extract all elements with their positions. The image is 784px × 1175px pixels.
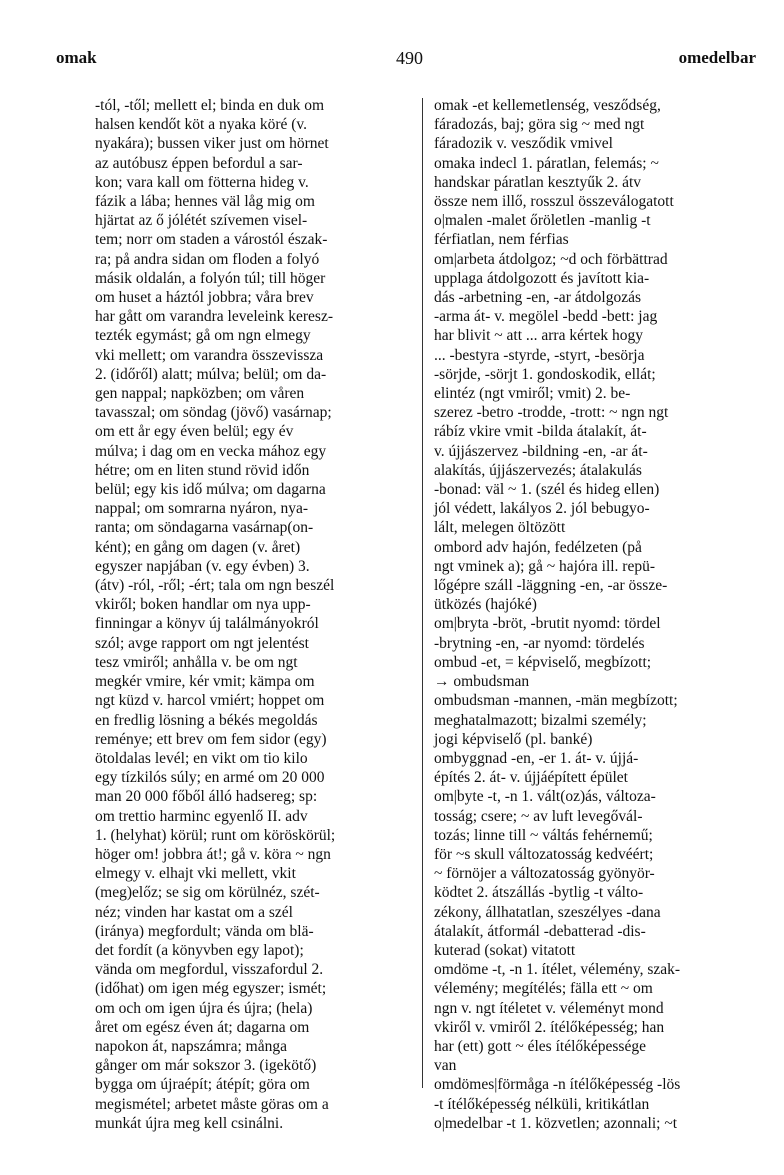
dictionary-line: nappal; om somrarna nyáron, nya- — [95, 500, 309, 518]
dictionary-line: megismétel; arbetet måste göras om a — [95, 1095, 329, 1113]
dictionary-line: (időhat) om igen még egyszer; ismét; — [95, 980, 327, 998]
dictionary-line: gånger om már sokszor 3. (igekötő) — [95, 1057, 317, 1075]
dictionary-line: -brytning -en, -ar nyomd: tördelés — [434, 634, 645, 652]
dictionary-line: kuterad (sokat) vitatott — [434, 941, 576, 959]
dictionary-line: om och om igen újra és újra; (hela) — [95, 999, 313, 1017]
dictionary-line: elintéz (ngt vmiről; vmit) 2. be- — [434, 385, 631, 403]
dictionary-line: man 20 000 főből álló hadsereg; sp: — [95, 788, 318, 806]
dictionary-line: höger om! jobbra át!; gå v. köra ~ ngn — [95, 845, 331, 863]
dictionary-line: fázik a lába; hennes väl låg mig om — [95, 193, 315, 211]
dictionary-line: egyszer napjában (v. egy évben) 3. — [95, 557, 310, 575]
dictionary-line: napokon át, napszámra; många — [95, 1037, 287, 1055]
dictionary-line: -t ítélőképesség nélküli, kritikátlan — [434, 1095, 650, 1113]
dictionary-line: néz; vinden har kastat om a szél — [95, 903, 293, 921]
dictionary-line: upplaga átdolgozott és javított kia- — [434, 269, 650, 287]
dictionary-line: az autóbusz éppen befordul a sar- — [95, 154, 303, 172]
right-column — [434, 96, 764, 1133]
dictionary-line: ütközés (hajóké) — [434, 596, 537, 614]
dictionary-line: halsen kendőt köt a nyaka köré (v. — [95, 116, 308, 134]
dictionary-line: megkér vmire, kér vmit; kämpa om — [95, 673, 315, 691]
page-header — [56, 48, 756, 80]
dictionary-line: o|medelbar -t 1. közvetlen; azonnali; ~t — [434, 1114, 678, 1132]
dictionary-line: vélemény; megítélés; fälla ett ~ om — [434, 980, 653, 998]
dictionary-line: handskar páratlan kesztyűk 2. átv — [434, 173, 642, 191]
dictionary-line: ranta; om söndagarna vasárnap(on- — [95, 519, 314, 537]
dictionary-line: ombord adv hajón, fedélzeten (på — [434, 538, 642, 556]
dictionary-line: 2. (időről) alatt; múlva; belül; om da- — [95, 365, 327, 383]
dictionary-line: (meg)előz; se sig om körülnéz, szét- — [95, 884, 320, 902]
dictionary-line: ötoldalas levél; en vikt om tio kilo — [95, 749, 308, 767]
dictionary-line: v. újjászervez -bildning -en, -ar át- — [434, 442, 648, 460]
dictionary-line: för ~s skull változatosság kedvéért; — [434, 845, 654, 863]
dictionary-line: tosság; csere; ~ av luft levegővál- — [434, 807, 643, 825]
dictionary-line: fáradozás, baj; göra sig ~ med ngt — [434, 116, 645, 134]
dictionary-line: vända om megfordul, visszafordul 2. — [95, 961, 324, 979]
dictionary-line: vkiről; boken handlar om nya upp- — [95, 596, 311, 614]
dictionary-line: ködtet 2. átszállás -bytlig -t válto- — [434, 884, 644, 902]
dictionary-line: omak -et kellemetlenség, vesződség, — [434, 97, 661, 114]
dictionary-line: jogi képviselő (pl. banké) — [434, 730, 593, 748]
dictionary-line: alakítás, újjászervezés; átalakulás — [434, 461, 642, 479]
dictionary-line: ombud -et, = képviselő, megbízott; — [434, 653, 652, 671]
dictionary-line: szól; avge rapport om ngt jelentést — [95, 634, 309, 652]
dictionary-line: össze nem illő, rosszul összeválogatott — [434, 193, 674, 211]
dictionary-line: → ombudsman — [434, 673, 530, 691]
dictionary-line: hétre; om en liten stund rövid időn — [95, 461, 310, 479]
dictionary-line: elmegy v. elhajt vki mellett, vkit — [95, 865, 296, 883]
dictionary-line: ombyggnad -en, -er 1. át- v. újjá- — [434, 749, 639, 767]
dictionary-line: om ett år egy éven belül; egy év — [95, 423, 294, 441]
dictionary-line: ombudsman -mannen, -män megbízott; — [434, 692, 678, 710]
dictionary-line: ~ förnöjer a változatosság gyönyör- — [434, 865, 655, 883]
dictionary-line: dás -arbetning -en, -ar átdolgozás — [434, 289, 642, 307]
dictionary-line: hjärtat az ő jólétét szívemen visel- — [95, 212, 308, 230]
dictionary-line: ngn v. ngt ítéletet v. véleményt mond — [434, 999, 664, 1017]
dictionary-line: omaka indecl 1. páratlan, felemás; ~ — [434, 154, 659, 172]
dictionary-line: vkiről v. vmiről 2. ítélőképesség; han — [434, 1018, 665, 1036]
dictionary-line: reménye; ett brev om fem sidor (egy) — [95, 730, 327, 748]
dictionary-line: (iránya) megfordult; vända om blä- — [95, 922, 314, 940]
dictionary-line: det fordít (a könyvben egy lapot); — [95, 941, 304, 959]
dictionary-line: jól védett, lakályos 2. jól bebugyo- — [434, 500, 650, 518]
dictionary-line: har blivit ~ att ... arra kértek hogy — [434, 327, 643, 345]
dictionary-line: férfiatlan, nem férfias — [434, 231, 569, 249]
dictionary-line: (átv) -ról, -ről; -ért; tala om ngn beszél — [95, 577, 335, 595]
left-column — [95, 96, 413, 1133]
dictionary-line: lőgépre száll -läggning -en, -ar össze- — [434, 577, 668, 595]
dictionary-line: zékony, állhatatlan, szeszélyes -dana — [434, 903, 661, 921]
dictionary-line: omdömes|förmåga -n ítélőképesség -lös — [434, 1076, 681, 1094]
dictionary-line: tavasszal; om söndag (jövő) vasárnap; — [95, 404, 332, 422]
dictionary-line: másik oldalán, a folyón túl; till höger — [95, 269, 326, 287]
dictionary-line: om|byte -t, -n 1. vált(oz)ás, változa- — [434, 788, 656, 806]
dictionary-line: om|arbeta átdolgoz; ~d och förbättrad — [434, 250, 668, 268]
dictionary-line: har gått om varandra leveleink keresz- — [95, 308, 333, 326]
right-guide-word: omedelbar — [678, 48, 756, 67]
dictionary-line: tesz vmiről; anhålla v. be om ngt — [95, 653, 298, 671]
dictionary-line: lált, melegen öltözött — [434, 519, 566, 537]
dictionary-line: építés 2. át- v. újjáépített épület — [434, 769, 628, 787]
dictionary-line: tezték egymást; gå om ngn elmegy — [95, 327, 311, 345]
dictionary-line: ngt vminek a); gå ~ hajóra ill. repü- — [434, 557, 656, 575]
dictionary-line: -arma át- v. megölel -bedd -bett: jag — [434, 308, 658, 326]
dictionary-line: bygga om újraépít; átépít; göra om — [95, 1076, 310, 1094]
dictionary-line: belül; egy kis idő múlva; om dagarna — [95, 481, 326, 499]
dictionary-line: om trettio harminc egyenlő II. adv — [95, 807, 308, 825]
dictionary-line: kon; vara kall om fötterna hideg v. — [95, 173, 309, 191]
dictionary-line: ra; på andra sidan om floden a folyó — [95, 250, 320, 268]
dictionary-line: egy tízkilós súly; en armé om 20 000 — [95, 769, 325, 787]
dictionary-line: szerez -betro -trodde, -trott: ~ ngn ngt — [434, 404, 669, 422]
dictionary-line: ... -bestyra -styrde, -styrt, -besörja — [434, 346, 645, 364]
dictionary-line: har (ett) gott ~ éles ítélőképessége — [434, 1037, 646, 1055]
left-guide-word: omak — [56, 48, 97, 67]
dictionary-line: -bonad: väl ~ 1. (szél és hideg ellen) — [434, 481, 660, 499]
page-number: 490 — [396, 48, 423, 68]
dictionary-line: tozás; linne till ~ váltás fehérnemű; — [434, 826, 653, 844]
dictionary-line: van — [434, 1057, 457, 1075]
dictionary-line: gen nappal; napközben; om våren — [95, 385, 305, 403]
dictionary-line: en fredlig lösning a békés megoldás — [95, 711, 318, 729]
dictionary-line: nyakára); bussen viker just om hörnet — [95, 135, 329, 153]
dictionary-line: átalakít, átformál -debatterad -dis- — [434, 922, 646, 940]
dictionary-line: om|bryta -bröt, -brutit nyomd: tördel — [434, 615, 661, 633]
dictionary-line: múlva; i dag om en vecka mához egy — [95, 442, 327, 460]
dictionary-line: omdöme -t, -n 1. ítélet, vélemény, szak- — [434, 961, 681, 979]
dictionary-line: -sörjde, -sörjt 1. gondoskodik, ellát; — [434, 365, 656, 383]
dictionary-line: vki mellett; om varandra összevissza — [95, 346, 324, 364]
dictionary-line: -tól, -től; mellett el; binda en duk om — [95, 97, 325, 114]
dictionary-line: munkát újra meg kell csinálni. — [95, 1114, 284, 1132]
dictionary-line: året om egész éven át; dagarna om — [95, 1018, 310, 1036]
dictionary-line: o|malen -malet őröletlen -manlig -t — [434, 212, 651, 230]
dictionary-line: om huset a háztól jobbra; våra brev — [95, 289, 314, 307]
dictionary-line: ngt küzd v. harcol vmiért; hoppet om — [95, 692, 325, 710]
dictionary-line: meghatalmazott; bizalmi személy; — [434, 711, 647, 729]
dictionary-line: fáradozik v. vesződik vmivel — [434, 135, 613, 153]
column-divider — [422, 98, 423, 1088]
dictionary-line: finningar a könyv új találmányokról — [95, 615, 319, 633]
dictionary-line: tem; norr om staden a várostól észak- — [95, 231, 328, 249]
dictionary-line: 1. (helyhat) körül; runt om köröskörül; — [95, 826, 336, 844]
dictionary-line: ként); en gång om dagen (v. året) — [95, 538, 301, 556]
dictionary-line: rábíz vkire vmit -bilda átalakít, át- — [434, 423, 647, 441]
